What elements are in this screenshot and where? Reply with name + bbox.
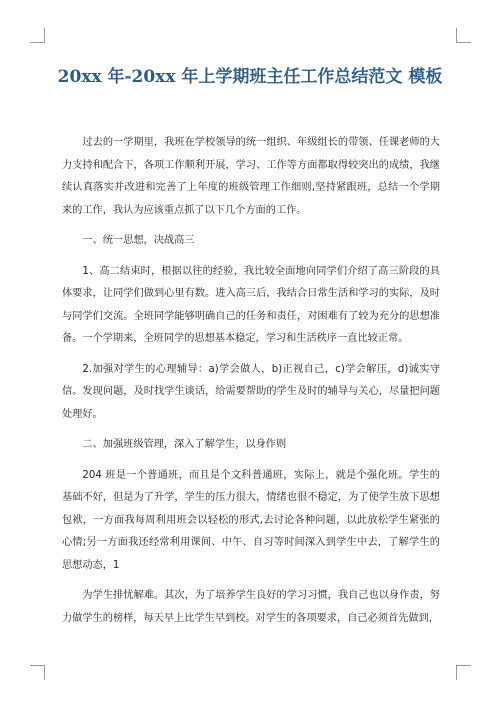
paragraph-3: 204 班是一个普通班，而且是个文科普通班，实际上，就是个强化班。学生的基础不好，但是为了升学，学生的压力很大，情绪也很不稳定，为了使学生放下思想包袱，一方面我每周利用班会以轻松的形式,去讨论各种问题，以此放松学生紧张的心情;另一方面我还经常利用课间、中午、自习等时间深入到学生中去，了解学生的思想动态，1 (62, 469, 440, 571)
document-title: 20xx 年-20xx 年上学期班主任工作总结范文 模板 (57, 67, 443, 87)
document-body (62, 132, 440, 638)
paragraph-2: 2.加强对学生的心理辅导：a)学会做人，b)正视自己，c)学会解压，d)诚实守信。发现问题，及时找学生谈话，给需要帮助的学生及时的辅导与关心，尽量把问题处理好。 (62, 363, 440, 420)
section-heading-1: 一、统一思想，决战高三 (82, 235, 195, 246)
paragraph-intro: 过去的一学期里，我班在学校领导的统一组织、年级组长的带领、任课老师的大力支持和配合下，各项工作顺利开展，学习、工作等方面都取得较突出的成绩，我继续认真落实并改进和完善了上年度的班级管理工作细则,坚持紧跟班，总结一个学期来的工作，我认为应该重点抓了以下几个方面的工作。 (62, 137, 440, 216)
crop-mark-top-right (456, 28, 471, 43)
paragraph-4: 为学生排忧解难。其次，为了培养学生良好的学习习惯，我自己也以身作责，努力做学生的榜样，每天早上比学生早到校。对学生的各项要求，自己必须首先做到， (62, 590, 440, 624)
crop-mark-top-left (30, 28, 45, 43)
section-heading-2: 二、加强班级管理，深入了解学生，以身作则 (82, 439, 287, 450)
paragraph-1: 1、高二结束时，根据以往的经验，我比较全面地向同学们介绍了高三阶段的具体要求，让同学们做到心里有数。进入高三后，我结合日常生活和学习的实际，及时与同学们交流。全班同学能够明确自己的任务和责任，对困难有了较为充分的思想准备。一个学期来，全班同学的思想基本稳定，学习和生活秩序一直比较正常。 (62, 265, 440, 344)
crop-mark-bottom-left (30, 665, 45, 680)
crop-mark-bottom-right (456, 665, 471, 680)
